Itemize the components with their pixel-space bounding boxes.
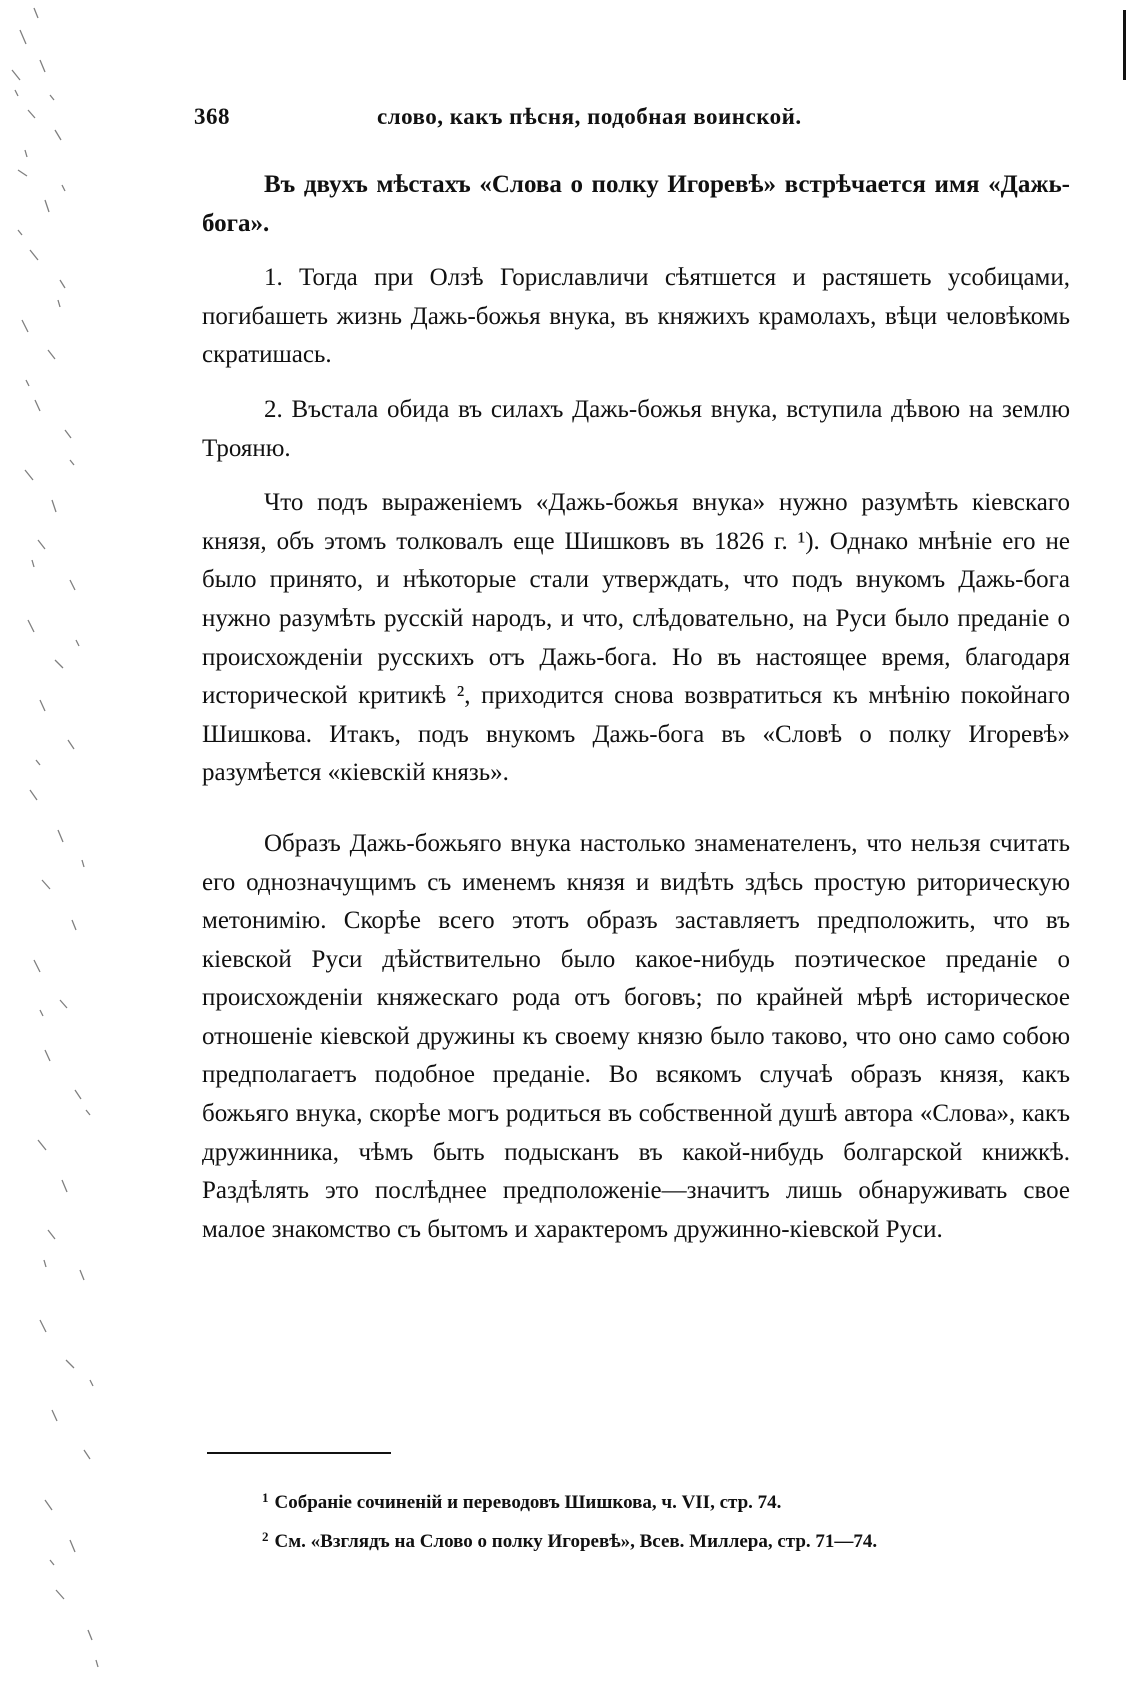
main-text — [202, 166, 1070, 1249]
paragraph-image-analysis: Образъ Дажь-божьяго внука настолько знаменателенъ, что нельзя считать его однозначущимъ съ именемъ князя и видѣть здѣсь простую риторическую метонимію. Скорѣе всего этотъ образъ заставляетъ предположить, что въ кіевской Руси дѣйствительно было какое-нибудь поэтическое преданіе о происхожденіи княжескаго рода отъ боговъ; по крайней мѣрѣ историческое отношеніе кіевской дружины къ своему князю было таково, что оно само собою предполагаетъ подобное преданіе. Во всякомъ случаѣ образъ князя, какъ божьяго внука, скорѣе могъ родиться въ собственной душѣ автора «Слова», какъ дружинника, чѣмъ быть подысканъ въ какой-нибудь болгарской книжкѣ. Раздѣлять это послѣднее предположеніе—значитъ лишь обнаруживать свое малое знакомство съ бытомъ и характеромъ дружинно-кіевской Руси. — [202, 829, 1070, 1243]
scan-margin-specks — [0, 0, 150, 1701]
page-header — [194, 104, 1074, 138]
footnote-text: См. «Взглядъ на Слово о полку Игоревѣ», Всев. Миллера, стр. 71—74. — [274, 1531, 878, 1552]
footnote-mark: 1 — [262, 1490, 269, 1505]
paragraph-quote-1: 1. Тогда при Олзѣ Гориславличи сѣятшется и растяшеть усобицами, погибашеть жизнь Дажь-божья внука, въ княжихъ крамолахъ, вѣци человѣкомь скратишась. — [202, 264, 1070, 369]
footnote-text: Собраніе сочиненій и переводовъ Шишкова, ч. VII, стр. 74. — [274, 1492, 782, 1513]
paragraph-intro: Въ двухъ мѣстахъ «Слова о полку Игоревѣ» встрѣчается имя «Дажь-бога». — [202, 171, 1070, 237]
running-title: слово, какъ пѣсня, подобная воинской. — [377, 104, 802, 129]
footnote-2 — [262, 1520, 1072, 1559]
footnotes — [262, 1481, 1072, 1559]
paragraph-commentary: Что подъ выраженіемъ «Дажь-божья внука» нужно разумѣть кіевскаго князя, объ этомъ толковалъ еще Шишковъ въ 1826 г. ¹). Однако мнѣніе его не было принято, и нѣкоторые стали утверждать, что подъ внукомъ Дажь-бога нужно разумѣть русскій народъ, и что, слѣдовательно, на Руси было преданіе о происхожденіи русскихъ отъ Дажь-бога. Но въ настоящее время, благодаря исторической критикѣ ², приходится снова возвратиться къ мнѣнію покойнаго Шишкова. Итакъ, подъ внукомъ Дажь-бога въ «Словѣ о полку Игоревѣ» разумѣется «кіевскій князь». — [202, 489, 1070, 787]
scan-edge-mark — [1123, 10, 1126, 80]
page-number: 368 — [194, 104, 230, 129]
paragraph-quote-2: 2. Въстала обида въ силахъ Дажь-божья внука, вступила дѣвою на землю Трояню. — [202, 395, 1070, 462]
footnote-divider — [207, 1452, 391, 1454]
footnote-1 — [262, 1481, 1072, 1520]
footnote-mark: 2 — [262, 1529, 269, 1544]
